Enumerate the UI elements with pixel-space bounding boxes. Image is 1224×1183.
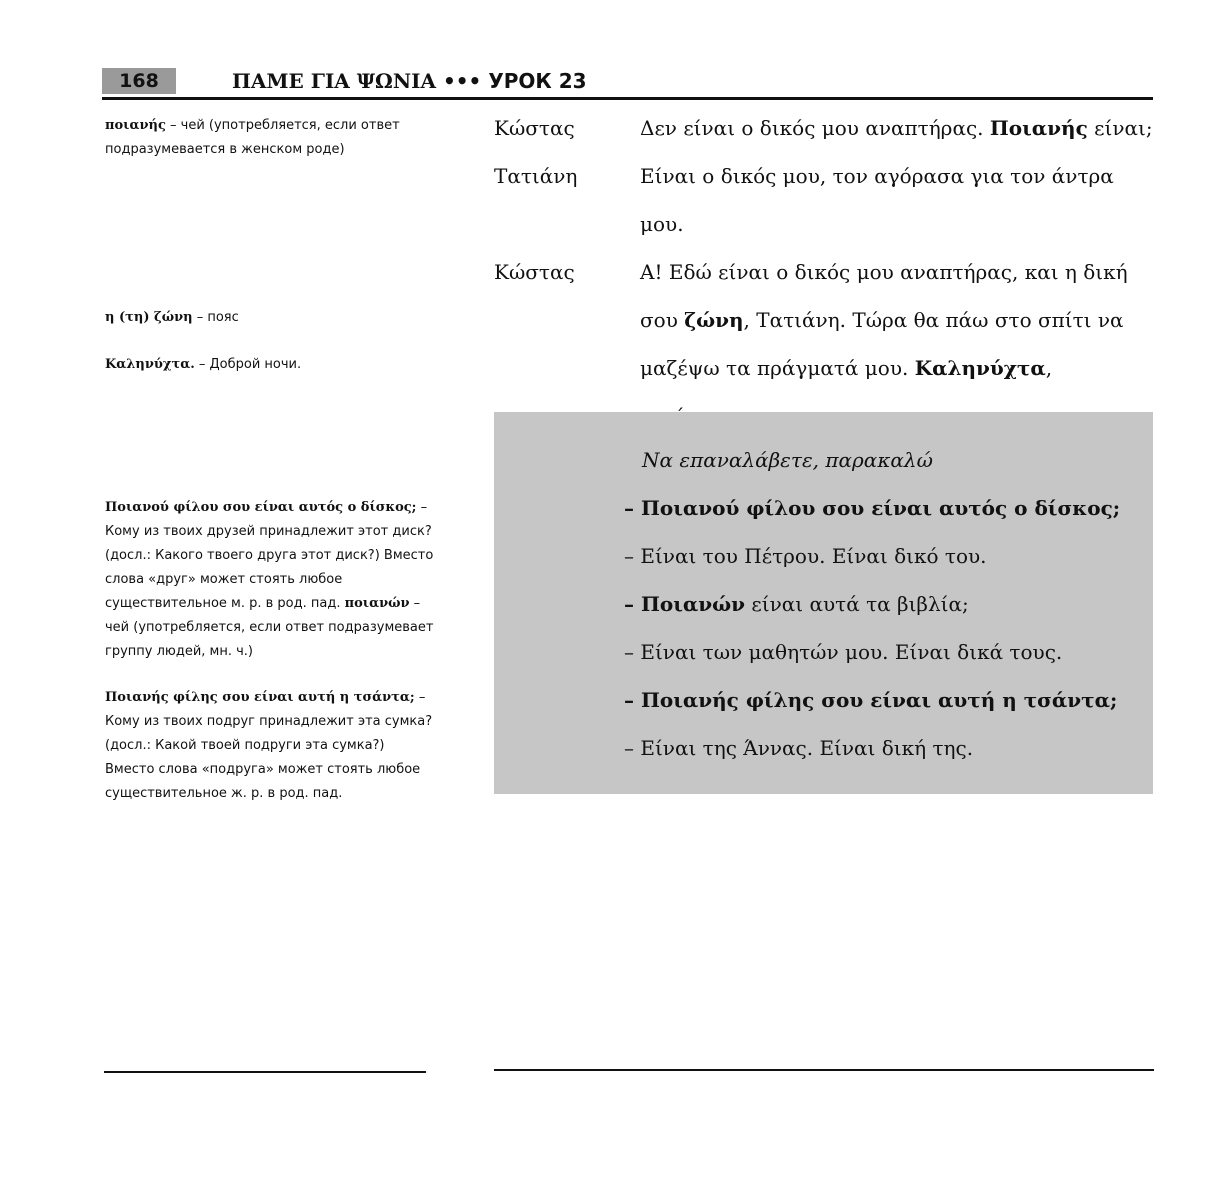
note-text: – Кому из твоих друзей принадлежит этот диск? (досл.: Какого твоего друга этот диск?) Вместо слова «друг» может стоять любое существительное м. р. в род. пад. <box>105 500 434 611</box>
speaker: Τατιάνη <box>494 164 578 188</box>
line-text: Είναι ο δικός μου, τον αγόρασα για τον άντρα <box>640 164 1114 188</box>
speaker: Κώστας <box>494 260 575 284</box>
exercise-line: – Ποιανής φίλης σου είναι αυτή η τσάντα; <box>624 688 1118 712</box>
line-text: Δεν είναι ο δικός μου αναπτήρας. <box>640 116 990 140</box>
note-term: η (τη) ζώνη <box>105 310 193 325</box>
footer-rule-left <box>104 1071 426 1073</box>
title-bullets: ••• <box>442 69 482 93</box>
exercise-line-bold: – Ποιανών <box>624 592 746 616</box>
note-zoni <box>105 306 435 330</box>
exercise-line: – Είναι του Πέτρου. Είναι δικό του. <box>624 544 987 568</box>
line-highlight: Ποιανής <box>989 116 1088 140</box>
running-header <box>102 64 1153 100</box>
header-rule <box>102 97 1153 100</box>
note-text: – пояс <box>192 310 239 325</box>
dialogue-line <box>494 248 1154 296</box>
note-poianou <box>105 496 435 664</box>
speaker <box>494 296 640 344</box>
line-highlight: Καληνύχτα <box>914 356 1046 380</box>
exercise-line: – Είναι της Άννας. Είναι δική της. <box>624 736 974 760</box>
line-text: σου <box>640 308 685 332</box>
dialogue-line <box>494 200 1154 248</box>
note-kalinychta <box>105 353 435 377</box>
note-term: Καληνύχτα. <box>105 357 195 372</box>
note-poianis-filis <box>105 686 435 806</box>
line-highlight: ζώνη <box>684 308 744 332</box>
lesson-label: УРОК 23 <box>488 69 587 93</box>
exercise-line: – Είναι των μαθητών μου. Είναι δικά τους. <box>624 640 1063 664</box>
running-title <box>232 68 587 94</box>
exercise-line-rest: είναι αυτά τα βιβλία; <box>745 592 969 616</box>
exercise-line <box>624 584 969 624</box>
line-text: είναι; <box>1087 116 1153 140</box>
note-poianis <box>105 114 435 162</box>
line-text: , <box>1045 356 1053 380</box>
line-text: μαζέψω τα πράγματά μου. <box>640 356 915 380</box>
page-number: 168 <box>102 68 176 94</box>
note-text: – Кому из твоих подруг принадлежит эта сумка? (досл.: Какой твоей подруги эта сумка?) Вместо слова «подруга» может стоять любое существительное ж. р. в род. пад. <box>105 690 433 801</box>
exercise-box <box>494 412 1153 794</box>
note-term: Ποιανού φίλου σου είναι αυτός ο δίσκος; <box>105 500 417 515</box>
note-term: ποιανής <box>105 118 166 133</box>
footer-rule-right <box>494 1069 1154 1071</box>
note-term: Ποιανής φίλης σου είναι αυτή η τσάντα; <box>105 690 415 705</box>
dialogue-line <box>494 152 1154 200</box>
exercise-instruction: Να επαναλάβετε, παρακαλώ <box>642 448 933 472</box>
line-text: μου. <box>640 212 684 236</box>
exercise-line: – Ποιανού φίλου σου είναι αυτός ο δίσκος; <box>624 496 1121 520</box>
speaker <box>494 200 640 248</box>
dialogue <box>494 104 1154 440</box>
note-text: – Доброй ночи. <box>194 357 302 372</box>
note-term-secondary: ποιανών <box>344 596 410 611</box>
line-text: Α! Εδώ είναι ο δικός μου αναπτήρας, και η δική <box>640 260 1128 284</box>
note-text-secondary: – чей (употребляется, если ответ подразумевает группу людей, мн. ч.) <box>105 596 434 659</box>
dialogue-line <box>494 296 1154 344</box>
book-title: ΠΑΜΕ ΓΙΑ ΨΩΝΙΑ <box>232 69 437 93</box>
dialogue-line <box>494 104 1154 152</box>
speaker: Κώστας <box>494 116 575 140</box>
note-text: – чей (употребляется, если ответ подразумевается в женском роде) <box>105 118 400 157</box>
line-text: , Τατιάνη. Τώρα θα πάω στο σπίτι να <box>743 308 1124 332</box>
